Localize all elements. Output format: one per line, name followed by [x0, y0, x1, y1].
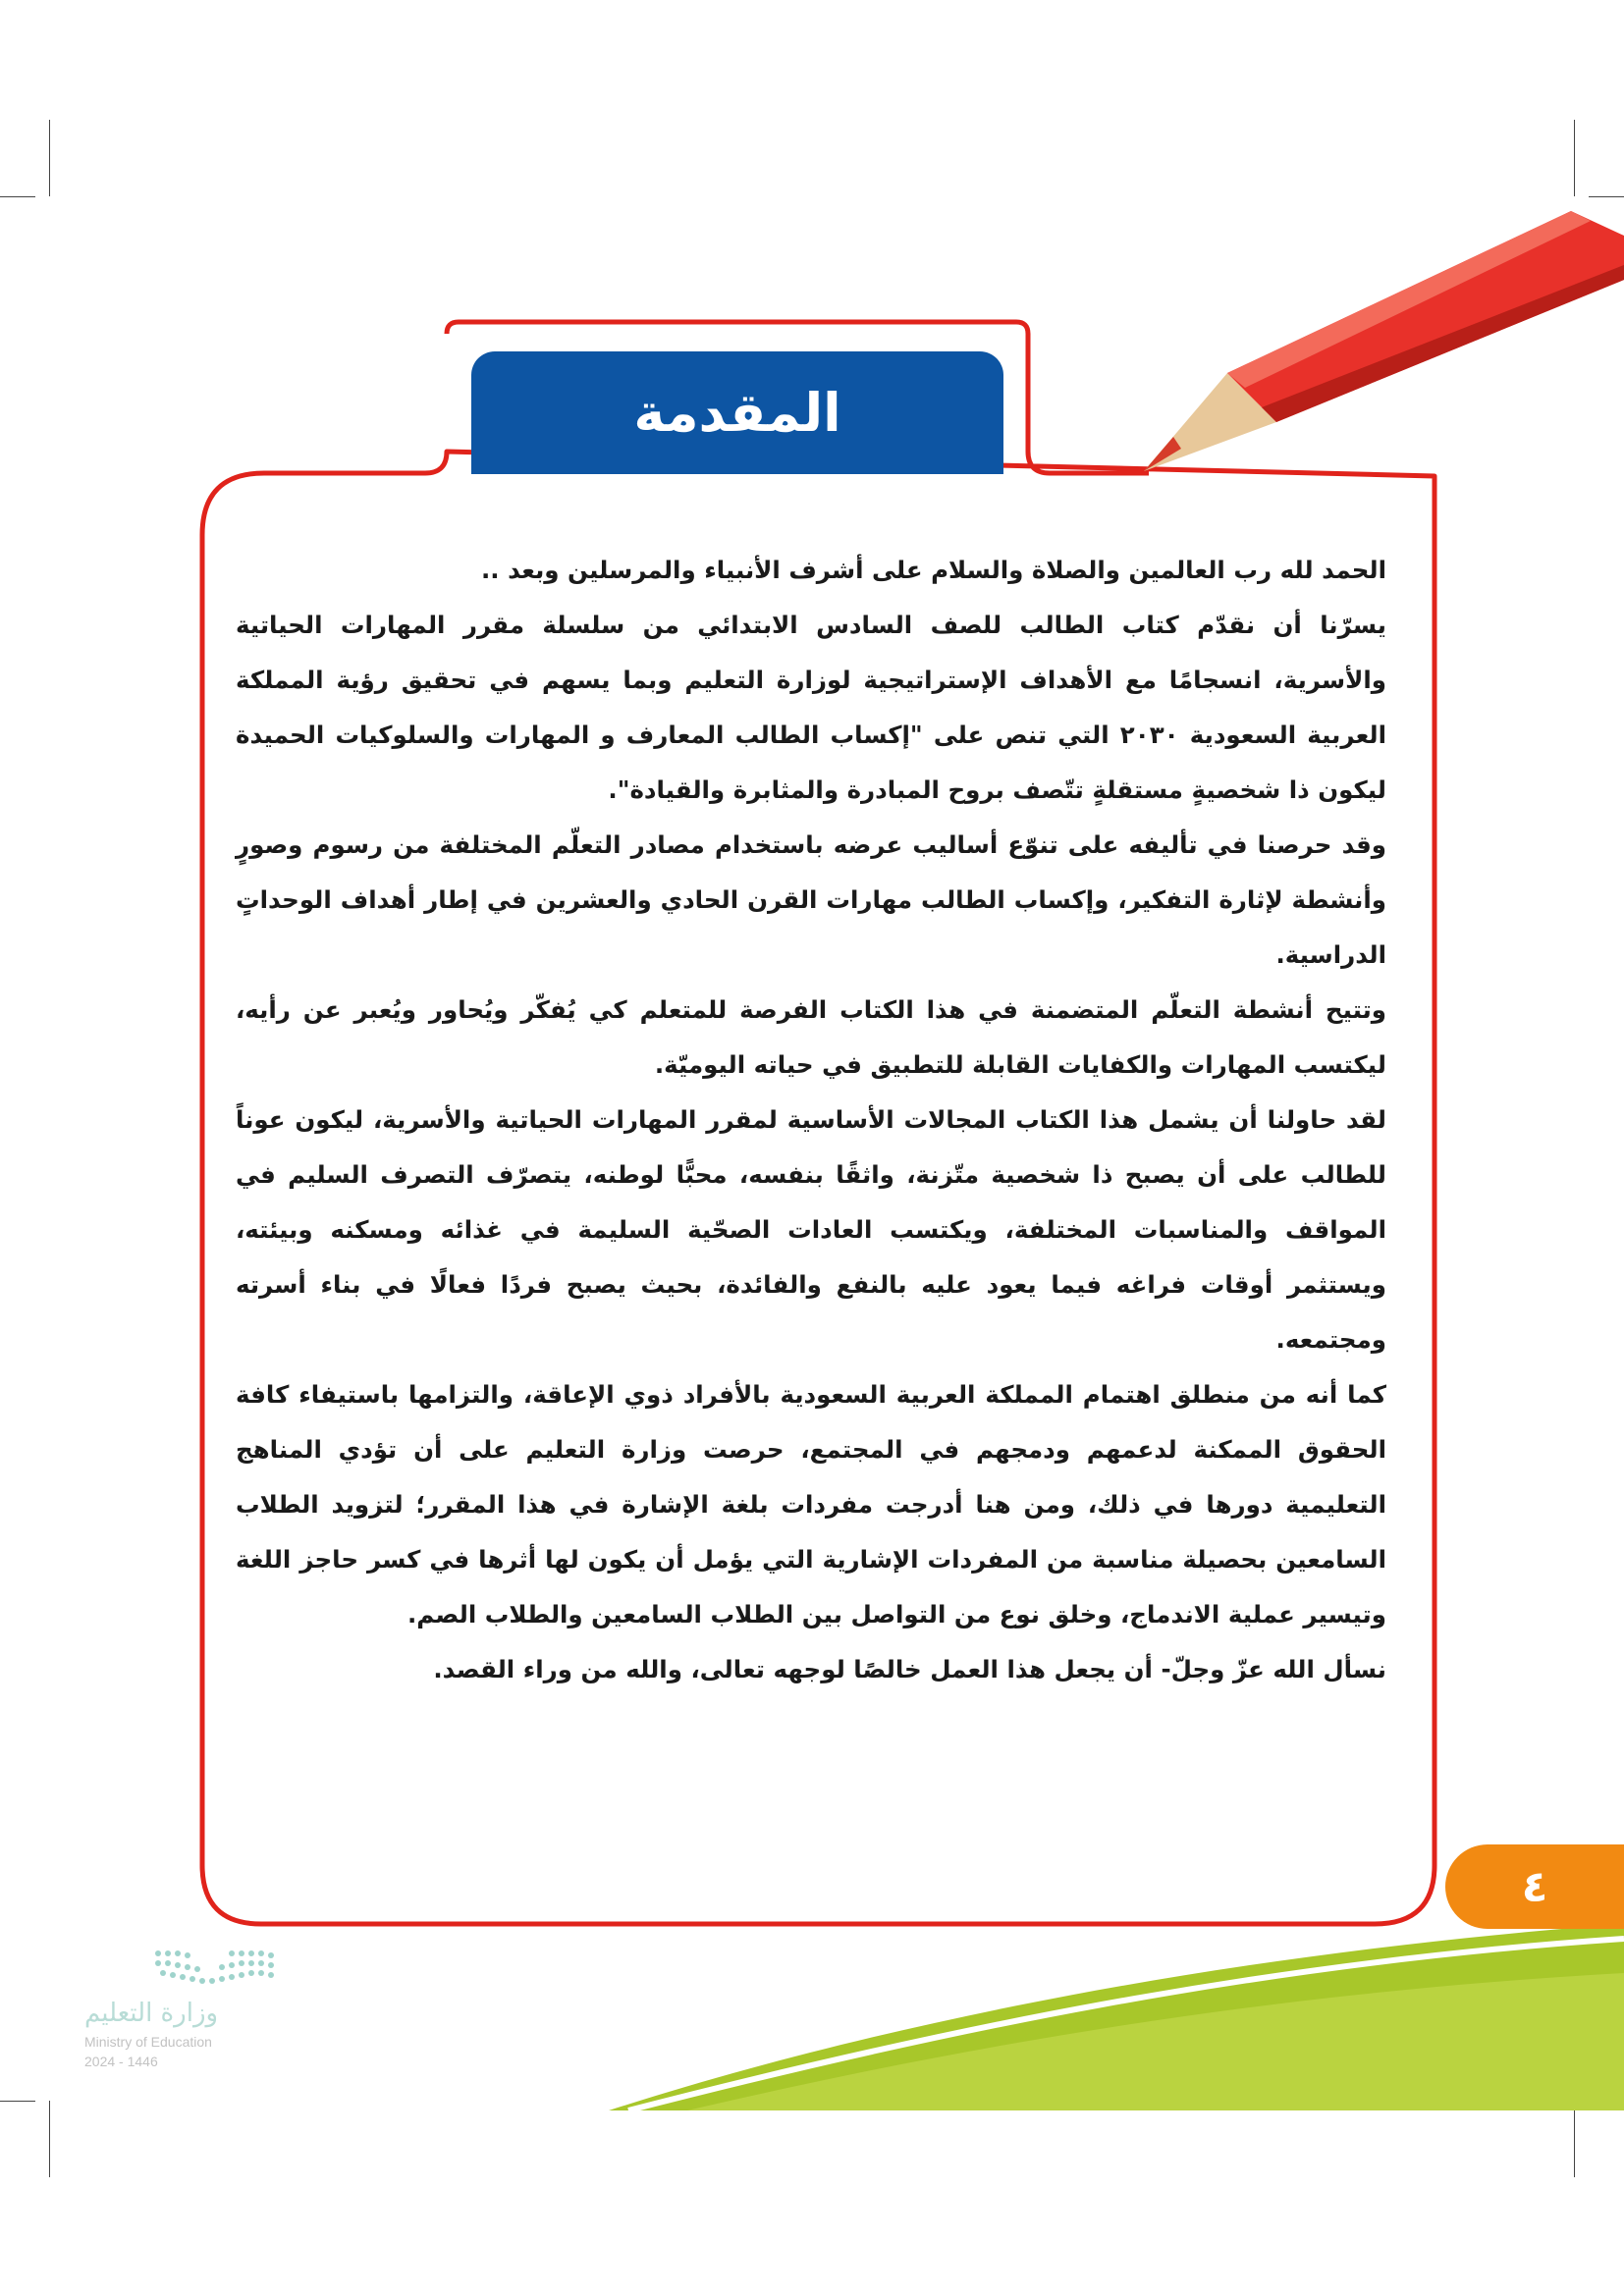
title-banner: [471, 351, 1003, 474]
paragraph: الحمد لله رب العالمين والصلاة والسلام على أشرف الأنبياء والمرسلين وبعد ..: [480, 556, 1386, 584]
body-text: [236, 543, 1386, 1697]
paragraph: كما أنه من منطلق اهتمام المملكة العربية السعودية بالأفراد ذوي الإعاقة، والتزامها باستيفاء كافة الحقوق الممكنة لدعمهم ودمجهم في المجتمع، حرصت وزارة التعليم على أن تؤدي المناهج التعليمية دورها في ذلك، ومن هنا أدرجت مفردات بلغة الإشارة في هذا المقرر؛ لتزويد الطلاب السامعين بحصيلة مناسبة من المفردات الإشارية التي يؤمل أن يكون لها أثرها في كسر حاجز اللغة وتيسير عملية الاندماج، وخلق نوع من التواصل بين الطلاب السامعين والطلاب الصم.: [236, 1380, 1386, 1629]
ministry-name: وزارة التعليم: [84, 1999, 219, 2028]
paragraph: وقد حرصنا في تأليفه على تنوّع أساليب عرضه باستخدام مصادر التعلّم المختلفة من رسوم وصورٍ وأنشطة لإثارة التفكير، وإكساب الطالب مهارات القرن الحادي والعشرين في إطار أهداف الوحداتٍ الدراسية.: [236, 830, 1386, 969]
paragraph: يسرّنا أن نقدّم كتاب الطالب للصف السادس الابتدائي من سلسلة مقرر المهارات الحياتية والأسرية، انسجامًا مع الأهداف الإستراتيجية لوزارة التعليم وبما يسهم في تحقيق رؤية المملكة العربية السعودية ٢٠٣٠ التي تنص على "إكساب الطالب المعارف و المهارات والسلوكيات الحميدة ليكون ذا شخصيةٍ مستقلةٍ تتّصف بروح المبادرة والمثابرة والقيادة".: [236, 611, 1386, 804]
paragraph: نسأل الله عزّ وجلّ- أن يجعل هذا العمل خالصًا لوجهه تعالى، والله من وراء القصد.: [433, 1655, 1386, 1683]
paragraph: لقد حاولنا أن يشمل هذا الكتاب المجالات الأساسية لمقرر المهارات الحياتية والأسرية، ليكون عوناً للطالب على أن يصبح ذا شخصية متّزنة، واثقًا بنفسه، محبًّا لوطنه، يتصرّف التصرف السليم في المواقف والمناسبات المختلفة، ويكتسب العادات الصحّية السليمة في غذائه ومسكنه وبيئته، ويستثمر أوقات فراغه فيما يعود عليه بالنفع والفائدة، بحيث يصبح فردًا فعالًا في بناء أسرته ومجتمعه.: [236, 1105, 1386, 1354]
page-number: ٤: [1521, 1861, 1548, 1912]
ministry-name-english: Ministry of Education: [84, 2034, 212, 2050]
page-title: المقدمة: [633, 382, 841, 444]
ministry-year: 2024 - 1446: [84, 2054, 158, 2069]
page-number-tab: [1445, 1844, 1624, 1929]
pencil-illustration: [1144, 211, 1624, 471]
paragraph: وتتيح أنشطة التعلّم المتضمنة في هذا الكتاب الفرصة للمتعلم كي يُفكّر ويُحاور ويُعبر عن رأيه، ليكتسب المهارات والكفايات القابلة للتطبيق في حياته اليوميّة.: [236, 995, 1386, 1079]
